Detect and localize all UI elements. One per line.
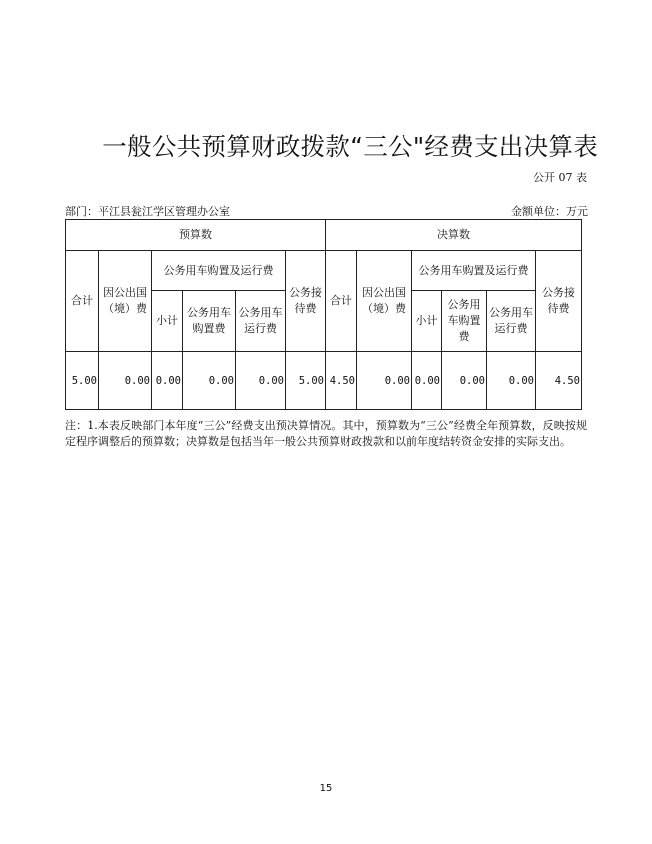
unit-label: 金额单位：万元 <box>511 205 588 218</box>
final-vehicle-purchase-value: 0.00 <box>442 352 487 410</box>
budget-abroad-header: 因公出国（境）费 <box>99 251 152 352</box>
department-label: 部门：平江县瓮江学区管理办公室 <box>65 205 230 218</box>
budget-vehicle-group-header: 公务用车购置及运行费 <box>152 251 286 291</box>
final-abroad-value: 0.00 <box>357 352 412 410</box>
budget-vehicle-operation-value: 0.00 <box>236 352 286 410</box>
final-vehicle-purchase-header: 公务用车购置费 <box>442 291 487 352</box>
final-vehicle-group-header: 公务用车购置及运行费 <box>412 251 536 291</box>
budget-vehicle-purchase-value: 0.00 <box>183 352 236 410</box>
budget-total-value: 5.00 <box>66 352 99 410</box>
budget-total-header: 合计 <box>66 251 99 352</box>
budget-abroad-value: 0.00 <box>99 352 152 410</box>
budget-reception-header: 公务接待费 <box>286 251 326 352</box>
final-subtotal-header: 小计 <box>412 291 442 352</box>
budget-header: 预算数 <box>66 220 326 251</box>
final-total-header: 合计 <box>326 251 357 352</box>
final-reception-value: 4.50 <box>536 352 582 410</box>
budget-subtotal-header: 小计 <box>152 291 183 352</box>
budget-vehicle-operation-header: 公务用车运行费 <box>236 291 286 352</box>
budget-vehicle-purchase-header: 公务用车购置费 <box>183 291 236 352</box>
final-subtotal-value: 0.00 <box>412 352 442 410</box>
table-row <box>66 352 582 410</box>
final-header: 决算数 <box>326 220 582 251</box>
table-note: 注：1.本表反映部门本年度“三公”经费支出预决算情况。其中，预算数为“三公”经费全年预算数，反映按规定程序调整后的预算数；决算数是包括当年一般公共预算财政拨款和以前年度结转资金安排的实际支出。 <box>65 419 587 448</box>
expenditure-table <box>65 219 582 410</box>
final-abroad-header: 因公出国（境）费 <box>357 251 412 352</box>
page-title: 一般公共预算财政拨款“三公"经费支出决算表 <box>102 132 598 161</box>
budget-reception-value: 5.00 <box>286 352 326 410</box>
final-total-value: 4.50 <box>326 352 357 410</box>
page-number: 15 <box>319 783 333 794</box>
final-vehicle-operation-header: 公务用车运行费 <box>487 291 536 352</box>
final-reception-header: 公务接待费 <box>536 251 582 352</box>
budget-subtotal-value: 0.00 <box>152 352 183 410</box>
form-number: 公开 07 表 <box>533 171 587 184</box>
final-vehicle-operation-value: 0.00 <box>487 352 536 410</box>
